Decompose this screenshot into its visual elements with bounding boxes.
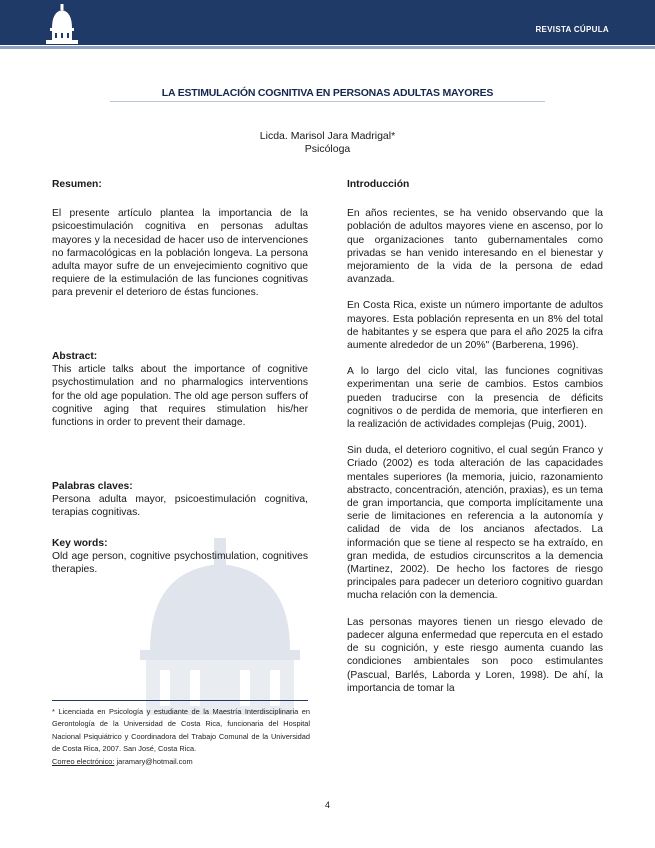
title-divider <box>110 101 545 102</box>
intro-section <box>347 178 603 695</box>
resumen-text: El presente artículo plantea la importancia de la psicoestimulación cognitiva en personas adultas mayores y la necesidad de hacer uso de intervenciones no farmacológicas en la población longeva. La persona adulta mayor sufre de un envejecimiento cognitivo que requiere de la estimulación de las funciones cognitivas para prevenir el deterioro de éstas funciones. <box>52 208 308 299</box>
palabras-heading: Palabras claves: <box>52 481 133 492</box>
article-title: LA ESTIMULACIÓN COGNITIVA EN PERSONAS ADULTAS MAYORES <box>161 87 494 99</box>
email-address[interactable]: jaramary@hotmail.com <box>116 756 193 766</box>
palabras-section <box>52 480 308 520</box>
intro-heading: Introducción <box>347 179 410 190</box>
abstract-section <box>52 350 308 429</box>
author-profession: Psicóloga <box>304 143 351 155</box>
email-label: Correo electrónico: <box>52 756 115 766</box>
palabras-text: Persona adulta mayor, psicoestimulación cognitiva, terapias cognitivas. <box>52 494 308 519</box>
intro-paragraph-1: En años recientes, se ha venido observando que la población de adultos mayores viene en ascenso, por lo que organizaciones tanto gubernamentales como privadas se han venido interesando en el bienestar y mejoramiento de la vida de la persona de edad avanzada. <box>347 208 603 286</box>
footnote-divider <box>52 700 308 701</box>
keywords-heading: Key words: <box>52 538 108 549</box>
journal-name: REVISTA CÚPULA <box>535 25 609 34</box>
abstract-heading: Abstract: <box>52 351 98 362</box>
intro-paragraph-2: En Costa Rica, existe un número importante de adultos mayores. Esta población representa en un 8% del total de habitantes y se espera que para el año 2025 la cifra aumente alrededor de un 20%" (Barberena, 1996). <box>347 300 603 352</box>
header-band <box>0 0 655 45</box>
page-number: 4 <box>324 800 330 810</box>
keywords-text: Old age person, cognitive psychostimulation, cognitives therapies. <box>52 551 308 576</box>
footnote <box>52 706 310 768</box>
intro-paragraph-4: Sin duda, el deterioro cognitivo, el cual según Franco y Criado (2002) es toda alteración de las capacidades mentales superiores (la memoria, juicio, razonamiento abstracto, concentración, atención, praxias), es un tema de gran importancia, que comporta implícitamente una serie de limitaciones en referencia a la autonomía y calidad de vida de los ancianos afectados. La información que se tiene al respecto se ha extraído, en gran medida, de estudios circunscritos a la demencia (Martinez, 2002). De hecho los factores de riesgo principales para padecer un deterioro cognitivo guardan mucha relación con la demencia. <box>347 445 603 602</box>
cupula-logo-icon <box>42 2 82 48</box>
author-block <box>0 130 655 156</box>
author-name: Licda. Marisol Jara Madrigal* <box>259 130 396 142</box>
resumen-heading: Resumen: <box>52 179 102 190</box>
keywords-section <box>52 537 308 577</box>
abstract-text: This article talks about the importance of cognitive psychostimulation and no pharmalogics interventions for the old age population. The old age person suffers of cognitive aging that requires stimulation his/her functions in order to prevent their damage. <box>52 364 308 429</box>
footnote-text: * Licenciada en Psicología y estudiante de la Maestría Interdisciplinaria en Gerontología de la Universidad de Costa Rica, funcionaria del Hospital Nacional Psiquiátrico y Coordinadora del Trabajo Comunal de la Universidad de Costa Rica, 2007. San José, Costa Rica. <box>52 707 310 754</box>
resumen-section <box>52 178 308 300</box>
intro-paragraph-3: A lo largo del ciclo vital, las funciones cognitivas experimentan una serie de cambios. Estos cambios pueden traducirse con la presencia de déficits cognitivos o de perdida de memoria, que interfieren en la realización de actividades complejas (Puig, 2001). <box>347 366 603 431</box>
intro-paragraph-5: Las personas mayores tienen un riesgo elevado de padecer alguna enfermedad que repercuta en el estado de su cognición, y este riesgo aumenta cuando las condiciones ambientales son poco estimulantes (Pascual, Barlés, Laborda y Loren, 1998). De ahí, la importancia de tomar la <box>347 616 603 694</box>
